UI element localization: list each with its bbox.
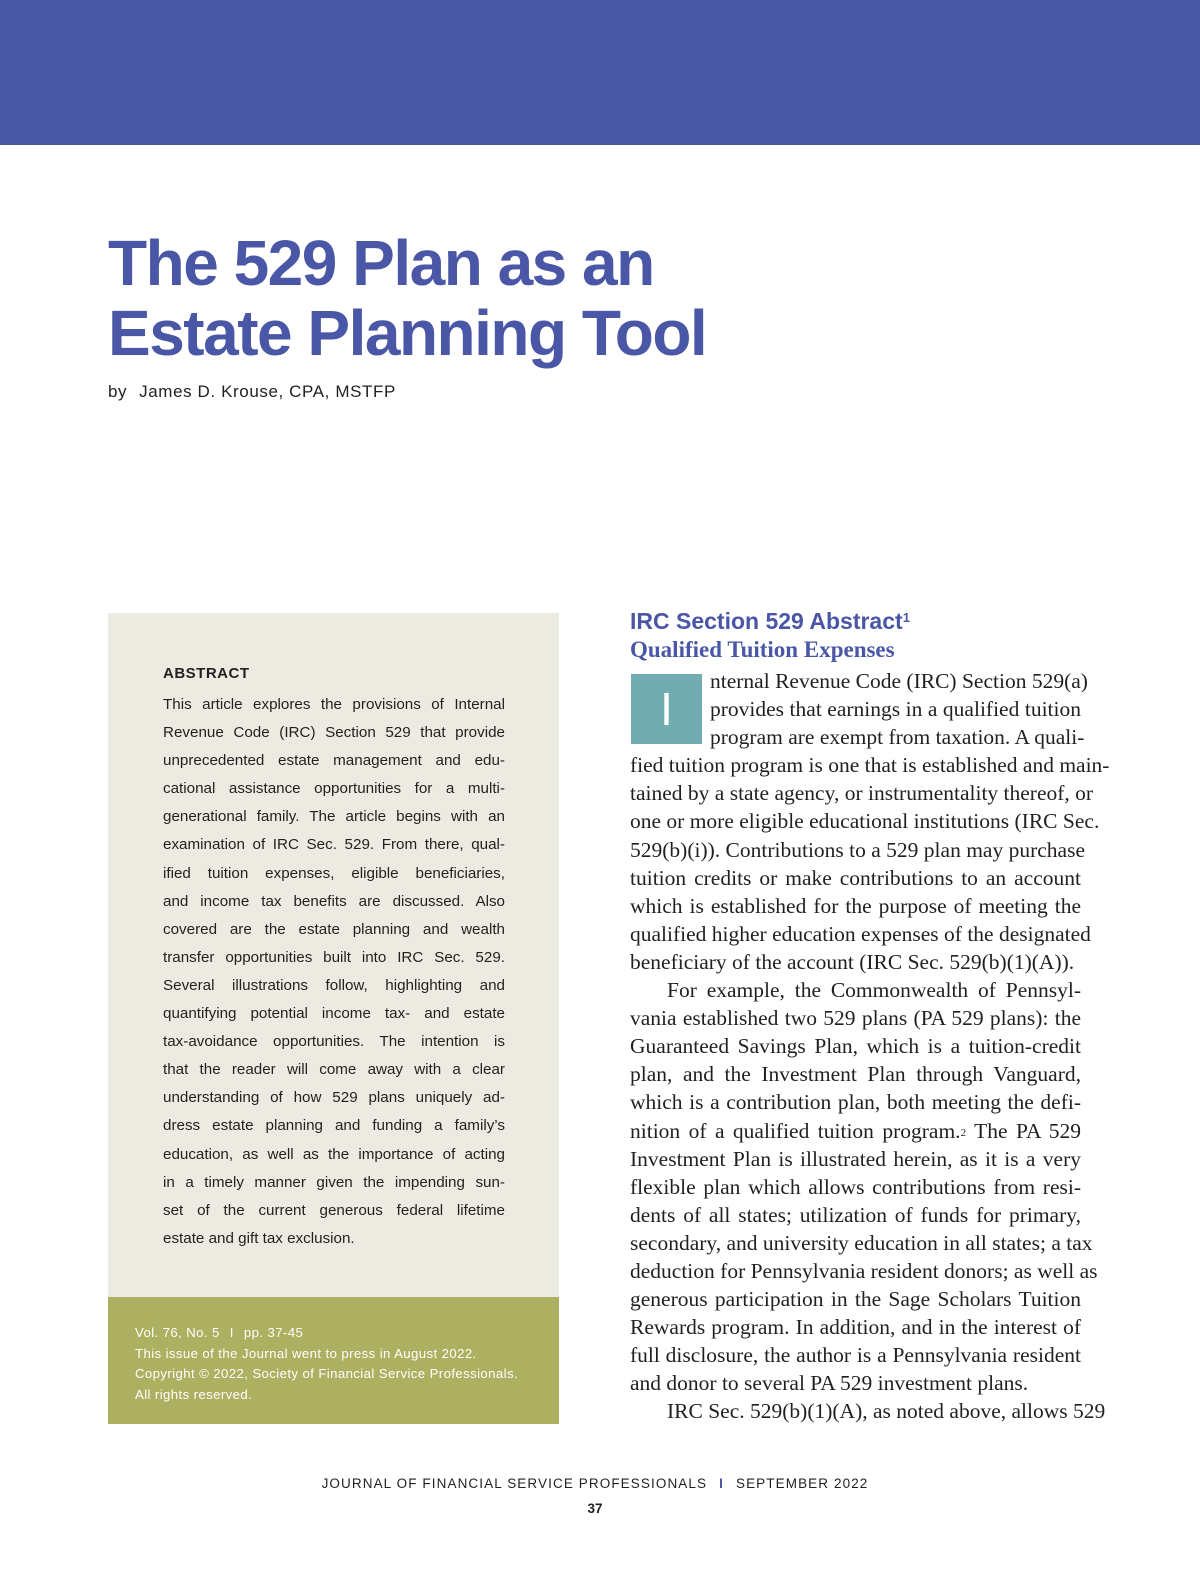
abstract-line: This article explores the provisions of Internal bbox=[163, 696, 505, 713]
volume-separator: I bbox=[229, 1325, 234, 1340]
abstract-line: that the reader will come away with a clear bbox=[163, 1061, 505, 1079]
body-line bbox=[630, 1117, 1081, 1145]
drop-cap: I bbox=[631, 674, 702, 744]
body-line: secondary, and university education in all states; a tax bbox=[630, 1230, 1093, 1255]
body-line: which is a contribution plan, both meeting the defi- bbox=[630, 1090, 1081, 1115]
body-line-tail: The PA 529 bbox=[966, 1118, 1081, 1143]
body-line: program are exempt from taxation. A quali- bbox=[710, 725, 1085, 750]
copyright-notice: Copyright © 2022, Society of Financial Service Professionals. bbox=[135, 1366, 519, 1381]
journal-name: JOURNAL OF FINANCIAL SERVICE PROFESSIONALS bbox=[321, 1476, 708, 1491]
header-band bbox=[0, 0, 1200, 145]
body-line: tained by a state agency, or instrumentality thereof, or bbox=[630, 781, 1094, 806]
page-number: 37 bbox=[587, 1501, 603, 1516]
footer-journal bbox=[0, 1476, 1190, 1491]
body-line: Investment Plan is illustrated herein, as it is a very bbox=[630, 1146, 1081, 1171]
body-line-text: nition of a qualified tuition program. bbox=[630, 1118, 961, 1143]
abstract-body bbox=[163, 691, 505, 1253]
publication-info bbox=[135, 1323, 518, 1405]
abstract-heading: ABSTRACT bbox=[163, 665, 250, 682]
body-line: Rewards program. In addition, and in the interest of bbox=[630, 1315, 1081, 1340]
body-line: beneficiary of the account (IRC Sec. 529(b)(1)(A)). bbox=[630, 949, 1075, 974]
abstract-line: ified tuition expenses, eligible beneficiaries, bbox=[163, 864, 505, 882]
abstract-line: examination of IRC Sec. 529. From there, qual- bbox=[163, 836, 505, 854]
body-line: nternal Revenue Code (IRC) Section 529(a) bbox=[710, 669, 1088, 693]
byline bbox=[108, 382, 396, 402]
section-heading-text: IRC Section 529 Abstract bbox=[630, 608, 903, 634]
abstract-line: transfer opportunities built into IRC Sec. 529. bbox=[163, 948, 505, 966]
body-line: qualified higher education expenses of the designated bbox=[630, 921, 1091, 946]
abstract-line: and income tax benefits are discussed. Also bbox=[163, 892, 505, 910]
section-subheading: Qualified Tuition Expenses bbox=[630, 637, 895, 662]
byline-prefix: by bbox=[108, 382, 128, 401]
abstract-line: in a timely manner given the impending sun- bbox=[163, 1173, 505, 1191]
abstract-line: understanding of how 529 plans uniquely ad- bbox=[163, 1089, 505, 1107]
press-note: This issue of the Journal went to press in August 2022. bbox=[135, 1345, 477, 1361]
footnote-marker: 2 bbox=[960, 1126, 967, 1139]
title-line-1: The 529 Plan as an bbox=[108, 227, 654, 299]
abstract-line: set of the current generous federal lifetime bbox=[163, 1201, 505, 1219]
abstract-line: tax-avoidance opportunities. The intention is bbox=[163, 1033, 505, 1051]
body-line: IRC Sec. 529(b)(1)(A), as noted above, allows 529 bbox=[667, 1399, 1106, 1424]
publication-info-panel bbox=[108, 1297, 559, 1424]
body-line: plan, and the Investment Plan through Vanguard, bbox=[630, 1062, 1081, 1087]
body-line: For example, the Commonwealth of Pennsyl- bbox=[667, 978, 1081, 1003]
abstract-line: cational assistance opportunities for a multi- bbox=[163, 780, 505, 798]
issue-date: SEPTEMBER 2022 bbox=[735, 1476, 869, 1491]
footer-separator: I bbox=[719, 1476, 724, 1491]
body-line: deduction for Pennsylvania resident donors; as well as bbox=[630, 1258, 1098, 1283]
abstract-line: generational family. The article begins with an bbox=[163, 808, 505, 826]
rights-notice: All rights reserved. bbox=[135, 1386, 253, 1402]
abstract-line: covered are the estate planning and wealth bbox=[163, 920, 505, 938]
body-line: tuition credits or make contributions to an account bbox=[630, 865, 1081, 890]
body-line: 529(b)(i)). Contributions to a 529 plan may purchase bbox=[630, 837, 1085, 862]
body-line: dents of all states; utilization of funds for primary, bbox=[630, 1202, 1081, 1227]
section-heading bbox=[630, 608, 910, 635]
body-line: which is established for the purpose of meeting the bbox=[630, 893, 1081, 918]
title-line-2: Estate Planning Tool bbox=[108, 297, 707, 369]
body-line: and donor to several PA 529 investment plans. bbox=[630, 1371, 1029, 1396]
abstract-line: estate and gift tax exclusion. bbox=[163, 1229, 355, 1247]
body-line: fied tuition program is one that is established and main- bbox=[630, 753, 1110, 778]
abstract-line: unprecedented estate management and edu- bbox=[163, 752, 505, 770]
footnote-marker: 1 bbox=[902, 610, 910, 625]
body-line: provides that earnings in a qualified tuition bbox=[710, 697, 1081, 722]
abstract-line: Several illustrations follow, highlighting and bbox=[163, 976, 505, 994]
abstract-line: quantifying potential income tax- and estate bbox=[163, 1005, 505, 1023]
abstract-line: dress estate planning and funding a family’s bbox=[163, 1117, 505, 1135]
body-line: Guaranteed Savings Plan, which is a tuition-credit bbox=[630, 1034, 1081, 1059]
author-name: James D. Krouse, CPA, MSTFP bbox=[139, 382, 396, 401]
body-line: generous participation in the Sage Scholars Tuition bbox=[630, 1287, 1081, 1312]
body-line: full disclosure, the author is a Pennsylvania resident bbox=[630, 1343, 1081, 1368]
article-title bbox=[108, 228, 706, 368]
body-line: vania established two 529 plans (PA 529 plans): the bbox=[630, 1006, 1081, 1031]
abstract-line: Revenue Code (IRC) Section 529 that provide bbox=[163, 724, 505, 742]
abstract-panel bbox=[108, 613, 559, 1424]
page-range: pp. 37-45 bbox=[243, 1325, 304, 1340]
volume-line bbox=[135, 1323, 518, 1344]
volume: Vol. 76, No. 5 bbox=[135, 1325, 220, 1340]
article-body bbox=[630, 667, 1110, 1426]
body-line: flexible plan which allows contributions from resi- bbox=[630, 1174, 1081, 1199]
abstract-line: education, as well as the importance of acting bbox=[163, 1145, 505, 1163]
body-line: one or more eligible educational institutions (IRC Sec. bbox=[630, 809, 1100, 834]
